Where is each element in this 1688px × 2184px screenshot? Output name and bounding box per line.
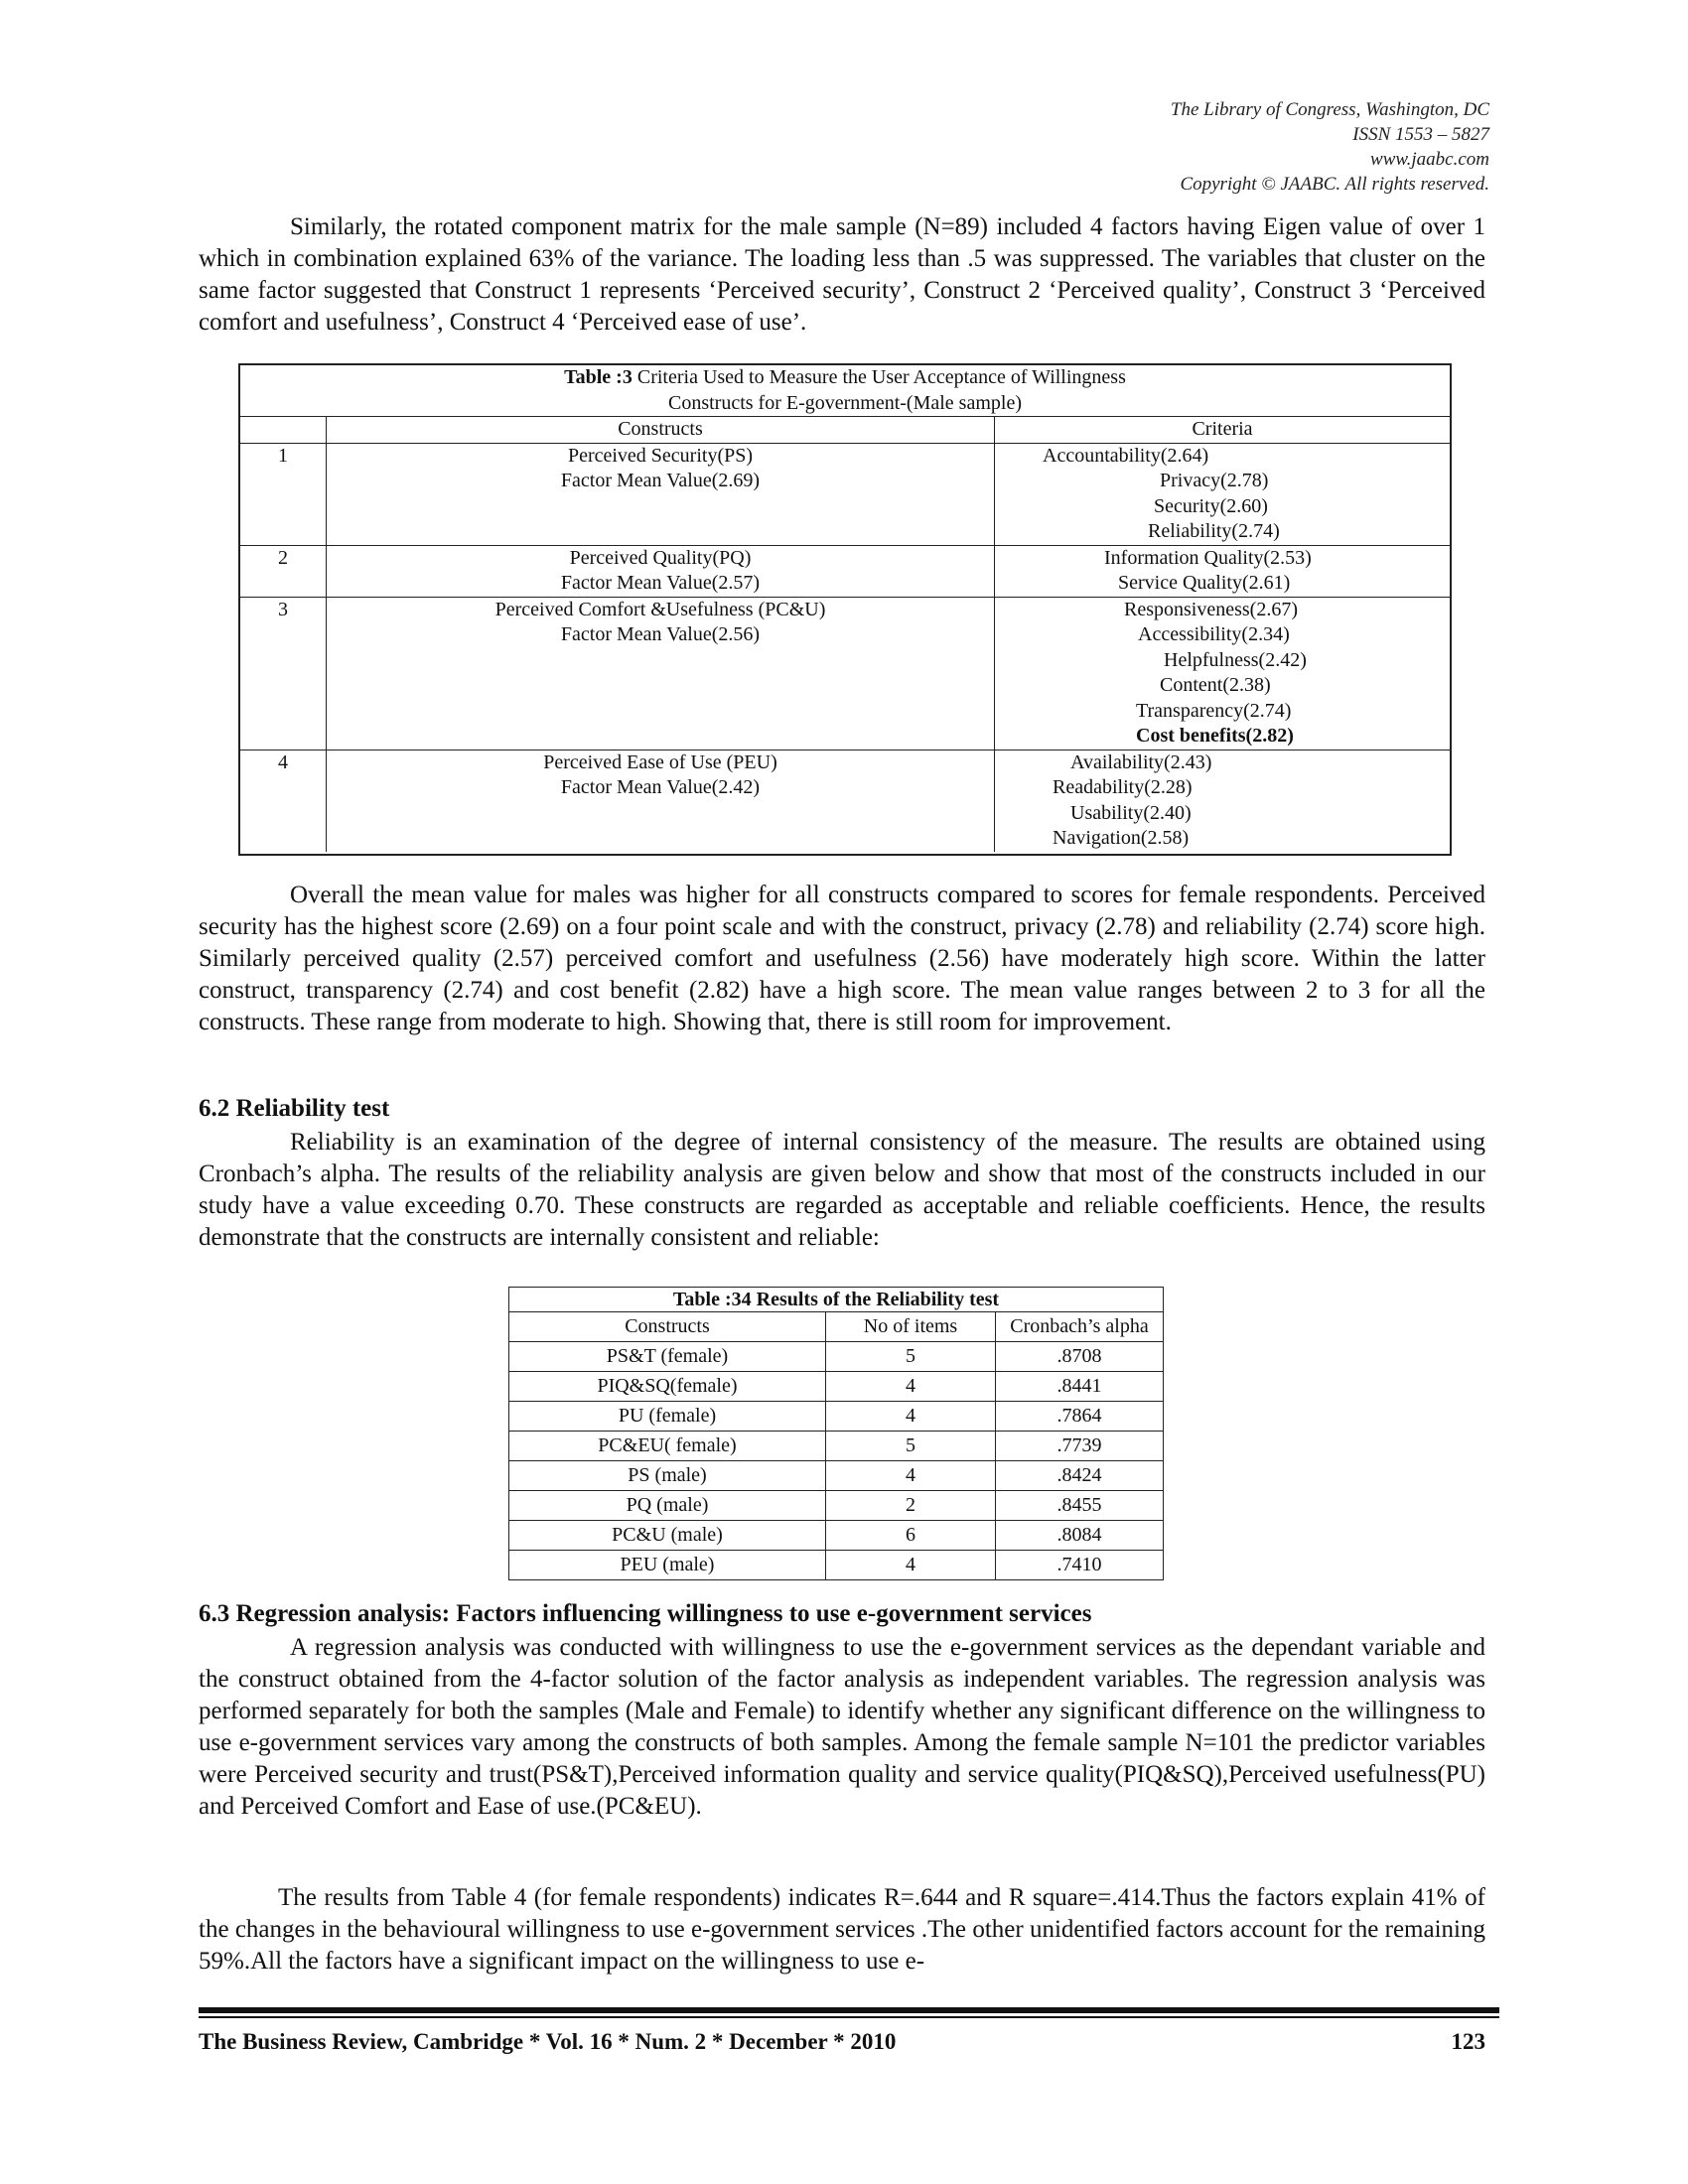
- paragraph-4-text: A regression analysis was conducted with willingness to use the e-government services as the dependant variable and the construct obtained from the 4-factor solution of the factor analysis as independent variables. The regression analysis was performed separately for both the samples (Male and Female) to identify whether any significant difference on the willingness to use e-government services vary among the constructs of both samples. Among the female sample N=101 the predictor variables were Perceived security and trust(PS&T),Perceived information quality and service quality(PIQ&SQ),Perceived usefulness(PU) and Perceived Comfort and Ease of use.(PC&EU).: [199, 1634, 1485, 1820]
- table-row: [509, 1342, 1164, 1372]
- construct-name: Perceived Security(PS): [567, 444, 754, 467]
- table-row: [240, 545, 1450, 597]
- table-cell: 2: [826, 1491, 996, 1521]
- table-cell: .8441: [996, 1372, 1164, 1402]
- criteria-item: Accessibility(2.34): [1138, 623, 1290, 645]
- table-3-row-num: 2: [240, 546, 327, 597]
- criteria-item: Responsiveness(2.67): [1124, 598, 1298, 620]
- criteria-item: Helpfulness(2.42): [1164, 648, 1307, 671]
- page-footer: [199, 2029, 1485, 2055]
- table-34: [508, 1287, 1164, 1580]
- footer-rule-thick: [199, 2007, 1499, 2013]
- table-cell: 4: [826, 1461, 996, 1491]
- table-cell: .8708: [996, 1342, 1164, 1372]
- criteria-item: Navigation(2.58): [1053, 827, 1190, 849]
- paragraph-5: [199, 1882, 1485, 1978]
- section-heading-6-3: 6.3 Regression analysis: Factors influencing willingness to use e-government services: [199, 1600, 1092, 1627]
- criteria-item: Reliability(2.74): [1148, 520, 1280, 542]
- table-row: [509, 1402, 1164, 1432]
- table-cell: PS (male): [509, 1461, 826, 1491]
- construct-name: Perceived Quality(PQ): [569, 546, 752, 569]
- construct-mean: Factor Mean Value(2.42): [560, 776, 761, 798]
- table-3-row-num: 3: [240, 598, 327, 750]
- header-line-3: www.jaabc.com: [1370, 149, 1489, 170]
- table-cell: .8455: [996, 1491, 1164, 1521]
- table-3-caption-text: Criteria Used to Measure the User Acceptance of Willingness: [632, 366, 1126, 388]
- table-3-row-criteria: [995, 598, 1450, 750]
- paragraph-4: [199, 1632, 1485, 1823]
- construct-mean: Factor Mean Value(2.57): [560, 572, 761, 594]
- paragraph-3: [199, 1127, 1485, 1254]
- header-line-1: The Library of Congress, Washington, DC: [1170, 99, 1489, 120]
- criteria-item: Transparency(2.74): [1136, 699, 1292, 722]
- table-cell: PC&EU( female): [509, 1432, 826, 1461]
- table-3-row-construct: [327, 751, 995, 852]
- page-number: 123: [1451, 2029, 1485, 2054]
- table-3: [238, 363, 1452, 856]
- table-cell: .7410: [996, 1551, 1164, 1580]
- table-cell: 4: [826, 1372, 996, 1402]
- construct-name: Perceived Comfort &Usefulness (PC&U): [494, 598, 826, 620]
- table-34-header: Cronbach’s alpha: [996, 1312, 1164, 1342]
- table-cell: 4: [826, 1402, 996, 1432]
- table-3-header-constructs: Constructs: [327, 417, 995, 443]
- table-3-row-num: 1: [240, 444, 327, 545]
- table-row: [509, 1461, 1164, 1491]
- table-3-row-criteria: [995, 444, 1450, 545]
- criteria-item: Information Quality(2.53): [1104, 546, 1312, 569]
- table-cell: PU (female): [509, 1402, 826, 1432]
- table-3-row-construct: [327, 444, 995, 545]
- table-cell: PC&U (male): [509, 1521, 826, 1551]
- table-row: [240, 750, 1450, 852]
- criteria-item: Content(2.38): [1160, 674, 1271, 696]
- table-row: [240, 597, 1450, 750]
- table-cell: 4: [826, 1551, 996, 1580]
- table-3-row-construct: [327, 598, 995, 750]
- table-cell: .7739: [996, 1432, 1164, 1461]
- table-row: [240, 443, 1450, 545]
- table-3-row-construct: [327, 546, 995, 597]
- table-cell: PQ (male): [509, 1491, 826, 1521]
- criteria-item: Security(2.60): [1154, 494, 1268, 517]
- table-34-header: No of items: [826, 1312, 996, 1342]
- table-cell: PIQ&SQ(female): [509, 1372, 826, 1402]
- criteria-item: Service Quality(2.61): [1118, 572, 1291, 594]
- table-cell: .8424: [996, 1461, 1164, 1491]
- table-cell: .8084: [996, 1521, 1164, 1551]
- paragraph-1-text: Similarly, the rotated component matrix for the male sample (N=89) included 4 factors having Eigen value of over 1 which in combination explained 63% of the variance. The loading less than .5 was suppressed. The variables that cluster on the same factor suggested that Construct 1 represents ‘Perceived security’, Construct 2 ‘Perceived quality’, Construct 3 ‘Perceived comfort and usefulness’, Construct 4 ‘Perceived ease of use’.: [199, 213, 1485, 336]
- paragraph-5-text: The results from Table 4 (for female respondents) indicates R=.644 and R square=.414.Thus the factors explain 41% of the changes in the behavioural willingness to use e-government services .The other unidentified factors account for the remaining 59%.All the factors have a significant impact on the willingness to use e-: [199, 1884, 1485, 1975]
- header-line-4: Copyright © JAABC. All rights reserved.: [1180, 174, 1489, 195]
- construct-mean: Factor Mean Value(2.56): [560, 623, 761, 645]
- table-cell: PEU (male): [509, 1551, 826, 1580]
- table-row: [509, 1432, 1164, 1461]
- criteria-item: Cost benefits(2.82): [1136, 725, 1294, 747]
- table-3-header-criteria: Criteria: [1192, 418, 1253, 440]
- table-cell: 5: [826, 1432, 996, 1461]
- table-34-header-row: [509, 1312, 1164, 1342]
- table-3-row-num: 4: [240, 751, 327, 852]
- section-heading-6-2: 6.2 Reliability test: [199, 1095, 390, 1122]
- criteria-item: Availability(2.43): [1070, 751, 1212, 773]
- paragraph-1: [199, 211, 1485, 339]
- table-cell: .7864: [996, 1402, 1164, 1432]
- table-cell: 6: [826, 1521, 996, 1551]
- table-3-row-criteria: [995, 546, 1450, 597]
- construct-mean: Factor Mean Value(2.69): [560, 470, 761, 491]
- header-line-2: ISSN 1553 – 5827: [1352, 124, 1489, 145]
- table-34-header: Constructs: [509, 1312, 826, 1342]
- footer-journal: The Business Review, Cambridge * Vol. 16 * Num. 2 * December * 2010: [199, 2029, 897, 2054]
- criteria-item: Privacy(2.78): [1160, 470, 1269, 491]
- table-cell: 5: [826, 1342, 996, 1372]
- table-row: [509, 1372, 1164, 1402]
- table-3-header-row: [240, 417, 1450, 443]
- table-34-caption: Table :34 Results of the Reliability test: [509, 1288, 1164, 1312]
- journal-header: [1171, 97, 1489, 197]
- criteria-item: Readability(2.28): [1053, 776, 1193, 798]
- footer-rule-thin: [199, 2016, 1499, 2018]
- table-row: [509, 1491, 1164, 1521]
- table-3-caption: [240, 365, 1450, 417]
- table-3-caption-label: Table :3: [564, 366, 633, 388]
- criteria-item: Accountability(2.64): [1043, 444, 1209, 467]
- table-cell: PS&T (female): [509, 1342, 826, 1372]
- table-row: [509, 1521, 1164, 1551]
- criteria-item: Usability(2.40): [1070, 801, 1192, 824]
- construct-name: Perceived Ease of Use (PEU): [543, 751, 777, 773]
- table-row: [509, 1551, 1164, 1580]
- paragraph-2-text: Overall the mean value for males was higher for all constructs compared to scores for female respondents. Perceived security has the highest score (2.69) on a four point scale and with the construct, privacy (2.78) and reliability (2.74) score high. Similarly perceived quality (2.57) perceived comfort and usefulness (2.56) have moderately high score. Within the latter construct, transparency (2.74) and cost benefit (2.82) have a high score. The mean value ranges between 2 to 3 for all the constructs. These range from moderate to high. Showing that, there is still room for improvement.: [199, 882, 1485, 1035]
- table-3-caption-line2: Constructs for E-government-(Male sample): [667, 391, 1022, 414]
- table-3-header-num: [240, 417, 327, 443]
- paragraph-3-text: Reliability is an examination of the degree of internal consistency of the measure. The results are obtained using Cronbach’s alpha. The results of the reliability analysis are given below and show that most of the constructs included in our study have a value exceeding 0.70. These constructs are regarded as acceptable and reliable coefficients. Hence, the results demonstrate that the constructs are internally consistent and reliable:: [199, 1129, 1485, 1251]
- paragraph-2: [199, 880, 1485, 1038]
- table-3-row-criteria: [995, 751, 1450, 852]
